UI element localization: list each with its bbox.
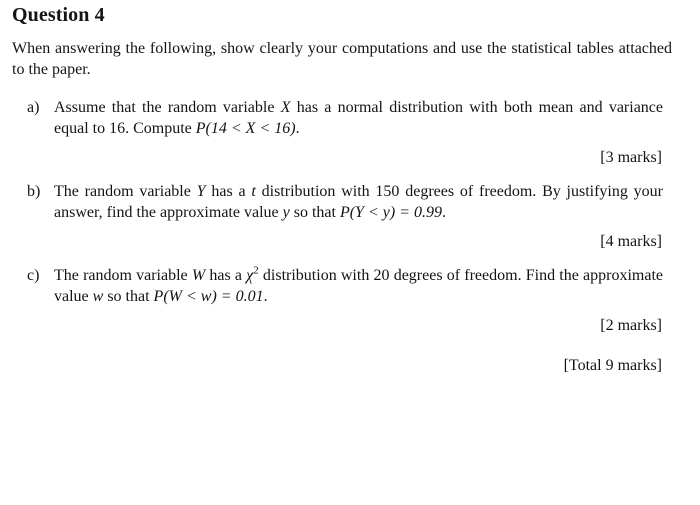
total-marks: [Total 9 marks] bbox=[563, 357, 662, 374]
part-b-marks: [4 marks] bbox=[600, 233, 662, 250]
part-c-marks: [2 marks] bbox=[600, 317, 662, 334]
part-c-text-3: distribution with 20 degrees of freedom. Find the approximate value bbox=[54, 267, 663, 305]
part-b-variable-t: t bbox=[251, 183, 256, 200]
part-c-variable-w: W bbox=[191, 267, 206, 284]
part-b-text-3: distribution with 150 degrees of freedom. By justifying your answer, find the approximate value bbox=[54, 183, 663, 221]
part-b-text-4: so that bbox=[289, 204, 340, 221]
question-part-c bbox=[27, 265, 663, 307]
part-b-text-1: The random variable bbox=[54, 183, 197, 200]
part-a-text bbox=[54, 97, 663, 139]
part-a-text-3: . bbox=[295, 120, 300, 137]
part-a-text-2: has a normal distribution with both mean and variance equal to 16. Compute bbox=[54, 99, 663, 137]
question-part-a bbox=[27, 97, 663, 139]
question-title: Question 4 bbox=[12, 4, 105, 26]
part-b-text-5: . bbox=[441, 204, 446, 221]
part-a-expression: P(14 < X < 16) bbox=[195, 120, 296, 137]
part-c-text bbox=[54, 265, 663, 307]
part-a-marks: [3 marks] bbox=[600, 149, 662, 166]
part-b-expression: P(Y < y) = 0.99 bbox=[339, 204, 442, 221]
question-instructions: When answering the following, show clearly your computations and use the statistical tables attached to the paper. bbox=[12, 40, 672, 78]
part-b-variable-lower-y: y bbox=[282, 204, 290, 221]
part-b-text bbox=[54, 181, 663, 223]
part-c-text-4: so that bbox=[103, 288, 154, 305]
part-c-label: c) bbox=[27, 267, 40, 284]
question-part-b bbox=[27, 181, 663, 223]
part-c-expression: P(W < w) = 0.01 bbox=[153, 288, 264, 305]
part-c-chi-symbol: χ bbox=[246, 267, 254, 284]
part-a-variable: X bbox=[280, 99, 291, 116]
part-b-variable-y: Y bbox=[196, 183, 206, 200]
part-c-text-5: . bbox=[263, 288, 268, 305]
part-c-chi-superscript: 2 bbox=[253, 264, 259, 277]
part-b-text-2: has a bbox=[205, 183, 252, 200]
part-a-label: a) bbox=[27, 99, 40, 116]
part-c-text-1: The random variable bbox=[54, 267, 192, 284]
part-a-text-1: Assume that the random variable bbox=[54, 99, 281, 116]
part-c-text-2: has a bbox=[205, 267, 247, 284]
part-c-variable-lower-w: w bbox=[92, 288, 104, 305]
part-b-label: b) bbox=[27, 183, 41, 200]
